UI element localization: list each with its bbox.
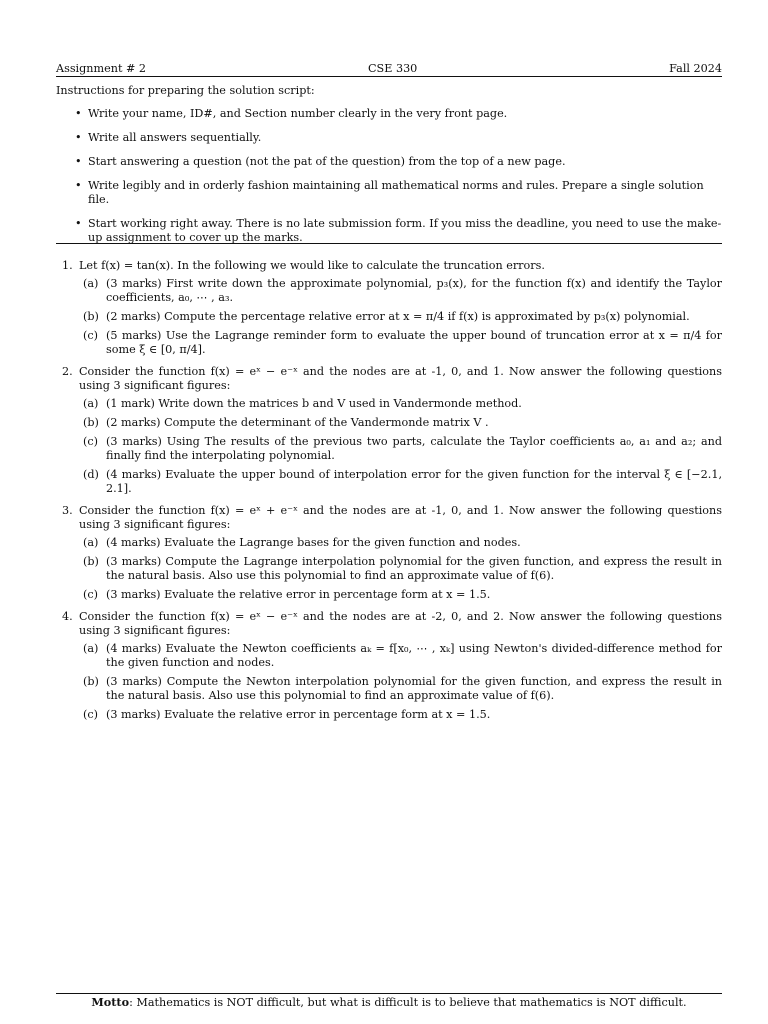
question-number: 3. — [62, 504, 73, 517]
part-text: (5 marks) Use the Lagrange reminder form to evaluate the upper bound of truncation error at x = π/4 for some ξ ∈ [0, π/4]. — [106, 329, 722, 356]
part-label: (d) — [83, 468, 99, 481]
question-part — [79, 675, 722, 703]
question-part — [79, 588, 722, 602]
part-label: (c) — [83, 329, 98, 342]
part-label: (b) — [83, 675, 99, 688]
question-part — [79, 468, 722, 496]
question-part — [79, 310, 722, 324]
part-label: (b) — [83, 416, 99, 429]
part-text: (3 marks) Using The results of the previous two parts, calculate the Taylor coefficients a₀, a₁ and a₂; and finally find the interpolating polynomial. — [106, 435, 722, 462]
question-parts — [79, 397, 722, 496]
question-part — [79, 708, 722, 722]
part-text: (2 marks) Compute the determinant of the Vandermonde matrix V . — [106, 416, 489, 429]
part-text: (2 marks) Compute the percentage relative error at x = π/4 if f(x) is approximated by p₃(x) polynomial. — [106, 310, 690, 323]
question-part — [79, 435, 722, 463]
part-text: (3 marks) Evaluate the relative error in percentage form at x = 1.5. — [106, 588, 491, 601]
question-part — [79, 277, 722, 305]
instruction-item: • Start working right away. There is no late submission form. If you miss the deadline, you need to use the make-up assignment to cover up the marks. — [56, 217, 722, 245]
part-text: (3 marks) Compute the Lagrange interpolation polynomial for the given function, and express the result in the natural basis. Also use this polynomial to find an approximate value of f(6). — [106, 555, 722, 582]
part-label: (a) — [83, 277, 99, 290]
question-parts — [79, 642, 722, 722]
instruction-item: • Write your name, ID#, and Section number clearly in the very front page. — [56, 107, 722, 121]
question-text: Consider the function f(x) = eˣ − e⁻ˣ and the nodes are at -1, 0, and 1. Now answer the following questions using 3 significant figures: — [79, 365, 722, 392]
part-label: (a) — [83, 642, 99, 655]
instruction-item: • Write all answers sequentially. — [56, 131, 722, 145]
part-label: (a) — [83, 397, 99, 410]
page-footer — [56, 993, 722, 1010]
instruction-item: • Start answering a question (not the pat of the question) from the top of a new page. — [56, 155, 722, 169]
question-part — [79, 642, 722, 670]
question-text: Consider the function f(x) = eˣ − e⁻ˣ and the nodes are at -2, 0, and 2. Now answer the following questions using 3 significant figures: — [79, 610, 722, 637]
part-text: (3 marks) First write down the approximate polynomial, p₃(x), for the function f(x) and identify the Taylor coefficients, a₀, ⋯ , a₃. — [106, 277, 722, 304]
page-header — [56, 62, 722, 77]
question-text: Consider the function f(x) = eˣ + e⁻ˣ and the nodes are at -1, 0, and 1. Now answer the following questions using 3 significant figures: — [79, 504, 722, 531]
header-term: Fall 2024 — [669, 62, 722, 75]
question-2 — [56, 365, 722, 496]
part-text: (4 marks) Evaluate the Newton coefficients aₖ = f[x₀, ⋯ , xₖ] using Newton's divided-difference method for the given function and nodes. — [106, 642, 722, 669]
question-part — [79, 397, 722, 411]
question-1 — [56, 259, 722, 357]
question-parts — [79, 536, 722, 602]
instructions-intro: Instructions for preparing the solution script: — [56, 84, 315, 97]
question-parts — [79, 277, 722, 357]
header-assignment-number: Assignment # 2 — [56, 62, 147, 75]
question-part — [79, 416, 722, 430]
question-4 — [56, 610, 722, 722]
part-label: (c) — [83, 708, 98, 721]
part-label: (c) — [83, 435, 98, 448]
part-label: (b) — [83, 555, 99, 568]
question-text: Let f(x) = tan(x). In the following we would like to calculate the truncation errors. — [79, 259, 545, 272]
part-text: (1 mark) Write down the matrices b and V used in Vandermonde method. — [106, 397, 522, 410]
motto-text: : Mathematics is NOT difficult, but what is difficult is to believe that mathematics is NOT difficult. — [129, 996, 687, 1009]
part-text: (4 marks) Evaluate the Lagrange bases for the given function and nodes. — [106, 536, 521, 549]
question-3 — [56, 504, 722, 602]
instructions-list — [56, 107, 722, 245]
part-label: (a) — [83, 536, 99, 549]
instructions-section — [56, 84, 722, 255]
instruction-item: • Write legibly and in orderly fashion maintaining all mathematical norms and rules. Prepare a single solution file. — [56, 179, 722, 207]
part-label: (b) — [83, 310, 99, 323]
question-number: 1. — [62, 259, 73, 272]
header-course-code: CSE 330 — [368, 62, 418, 75]
question-list — [56, 259, 722, 730]
part-text: (4 marks) Evaluate the upper bound of interpolation error for the given function for the interval ξ ∈ [−2.1, 2.1]. — [106, 468, 722, 495]
question-part — [79, 329, 722, 357]
part-label: (c) — [83, 588, 98, 601]
question-part — [79, 555, 722, 583]
part-text: (3 marks) Evaluate the relative error in percentage form at x = 1.5. — [106, 708, 491, 721]
part-text: (3 marks) Compute the Newton interpolation polynomial for the given function, and express the result in the natural basis. Also use this polynomial to find an approximate value of f(6). — [106, 675, 722, 702]
question-number: 2. — [62, 365, 73, 378]
question-number: 4. — [62, 610, 73, 623]
section-divider — [56, 243, 722, 244]
motto-label: Motto — [91, 995, 130, 1009]
question-part — [79, 536, 722, 550]
